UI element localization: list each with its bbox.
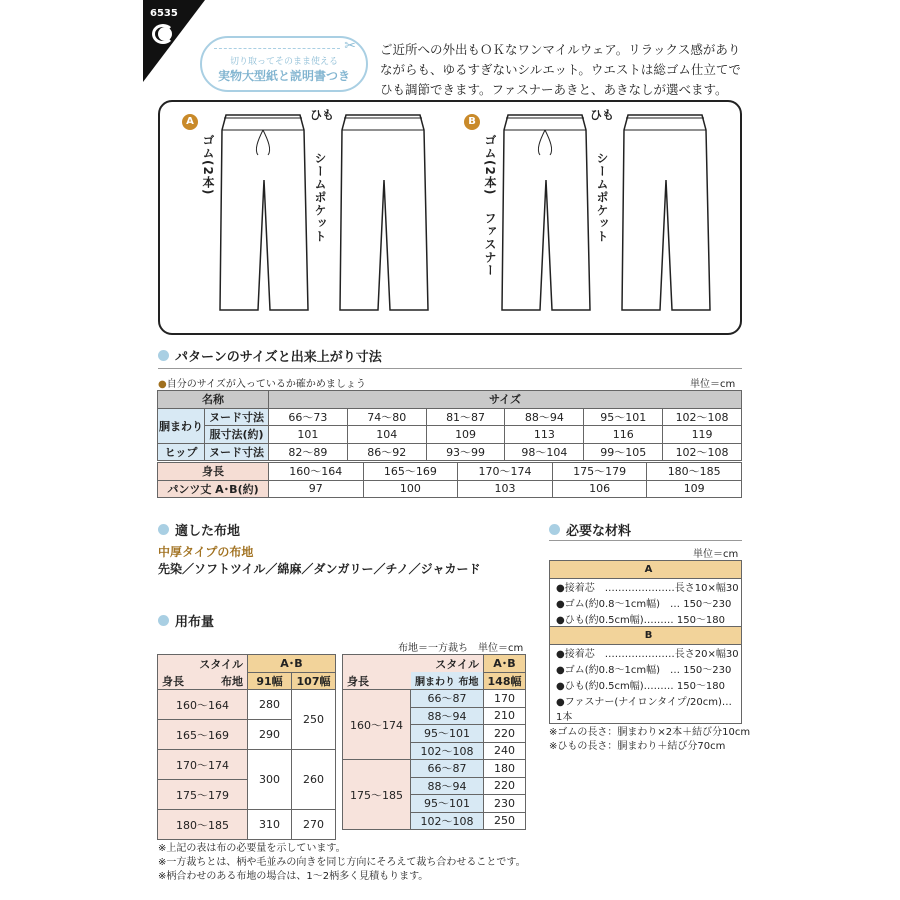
waist-cell: 88〜94 [411, 777, 484, 795]
cell: 260 [292, 750, 336, 810]
pattern-badge [200, 36, 368, 92]
scissors-icon: ✂ [344, 38, 356, 54]
cell: 180〜185 [647, 463, 742, 481]
size-note: ●自分のサイズが入っているか確かめましょう [158, 379, 366, 390]
size-unit: 単位＝cm [690, 379, 736, 390]
fabric-title [158, 520, 240, 539]
cell: 230 [484, 795, 526, 813]
cell: 74〜80 [347, 408, 426, 426]
height-cell: 180〜185 [158, 810, 248, 840]
style-b-marker: B [464, 114, 480, 130]
brand-logo-dot-icon [158, 27, 172, 41]
waist-label: 胴まわり [158, 408, 205, 443]
cell: 250 [484, 812, 526, 830]
cell: 97 [269, 480, 364, 498]
note: ※一方裁ちとは、柄や毛並みの向きを同じ方向にそろえて裁ち合わせることです。 [158, 857, 526, 868]
cell: 113 [505, 426, 584, 444]
waist-cell: 95〜101 [411, 725, 484, 743]
cell: 95〜101 [584, 408, 663, 426]
bullet-icon [158, 615, 169, 626]
height-cell: 165〜169 [158, 720, 248, 750]
waist-cell: 102〜108 [411, 742, 484, 760]
material-item: ●接着芯 …………………長さ10×幅30 [556, 583, 739, 595]
label-himo-a: ひも [310, 108, 335, 122]
bullet-icon [549, 524, 560, 535]
name-header: 名称 [158, 391, 269, 409]
note: ※ひもの長さ：胴まわり＋結び分70cm [549, 741, 726, 752]
cell: 101 [269, 426, 348, 444]
size-title-text: パターンのサイズと出来上がり寸法 [175, 350, 382, 365]
ab-header: A･B [484, 655, 526, 673]
cell: 180 [484, 760, 526, 778]
product-code: 6535 [150, 8, 178, 19]
yardage-title [158, 611, 214, 630]
label-gomu-b: ゴム(2本) [483, 134, 497, 196]
cut-line [214, 48, 340, 49]
bullet-icon [158, 350, 169, 361]
yardage-table-right [342, 654, 526, 830]
pants-illustration [158, 100, 742, 335]
fabric-header: 布地 [221, 674, 243, 688]
size-note-text: 自分のサイズが入っているか確かめましょう [166, 379, 366, 390]
yardage-notes [158, 842, 526, 884]
cell: 280 [248, 690, 292, 720]
cell: 119 [663, 426, 742, 444]
nude-label: ヌード寸法 [205, 408, 269, 426]
divider [549, 540, 742, 541]
material-item: ●ゴム(約0.8〜1cm幅) … 150〜230 [556, 665, 732, 676]
style-header: スタイル [158, 655, 248, 673]
waist-cell: 66〜87 [411, 690, 484, 708]
material-item: ●ひも(約0.5cm幅)……… 150〜180 [556, 681, 726, 692]
yardage-title-text: 用布量 [175, 615, 215, 630]
cell: 170 [484, 690, 526, 708]
length-label: パンツ丈 A･B(約) [158, 480, 269, 498]
size-section-title [158, 346, 382, 365]
fabric-type: 中厚タイプの布地 [158, 545, 254, 559]
label-himo-b: ひも [590, 108, 615, 122]
ab-header: A･B [248, 655, 336, 673]
cell: 86〜92 [347, 443, 426, 461]
style-b-header: B [550, 627, 742, 645]
fabric-title-text: 適した布地 [175, 524, 241, 539]
cell: 165〜169 [363, 463, 458, 481]
height-cell: 160〜164 [158, 690, 248, 720]
cell: 82〜89 [269, 443, 348, 461]
cell: 240 [484, 742, 526, 760]
waist-header: 胴まわり [415, 677, 455, 688]
cell: 250 [292, 690, 336, 750]
cell: 116 [584, 426, 663, 444]
width-148: 148幅 [484, 672, 526, 690]
materials-table [549, 560, 742, 724]
fabric-header: 布地 [458, 677, 479, 688]
materials-unit: 単位＝cm [693, 549, 739, 560]
height-cell: 175〜179 [158, 780, 248, 810]
waist-cell: 102〜108 [411, 812, 484, 830]
cell: 310 [248, 810, 292, 840]
label-gomu-a: ゴム(2本) [201, 134, 215, 196]
materials-notes [549, 726, 750, 754]
height-cell: 175〜185 [343, 760, 411, 830]
waist-cell: 95〜101 [411, 795, 484, 813]
material-item: ●ファスナー(ナイロンタイプ/20cm)… 1本 [556, 696, 732, 723]
cell: 109 [647, 480, 742, 498]
cell: 290 [248, 720, 292, 750]
illustration-box [158, 100, 742, 335]
bullet-icon [158, 524, 169, 535]
cell: 210 [484, 707, 526, 725]
style-a-marker: A [182, 114, 198, 130]
cell: 66〜73 [269, 408, 348, 426]
fabric-list: 先染／ソフトツイル／綿麻／ダンガリー／チノ／ジャカード [158, 562, 481, 576]
label-zipper-b: ファスナー [483, 212, 497, 277]
waist-cell: 88〜94 [411, 707, 484, 725]
garment-label: 服寸法(約) [205, 426, 269, 444]
note: ※柄合わせのある布地の場合は、1〜2柄多く見積もります。 [158, 871, 429, 882]
cell: 160〜164 [269, 463, 364, 481]
material-item: ●ひも(約0.5cm幅)……… 150〜180 [556, 614, 726, 626]
note: ※上記の表は布の必要量を示しています。 [158, 843, 346, 854]
cell: 220 [484, 777, 526, 795]
materials-title-text: 必要な材料 [566, 524, 632, 539]
cell: 102〜108 [663, 408, 742, 426]
length-table [157, 462, 742, 498]
badge-small-text: 切り取ってそのまま使える [229, 57, 338, 67]
cell: 104 [347, 426, 426, 444]
label-pocket-b: シームポケット [595, 152, 609, 243]
badge-large-text: 実物大型紙と説明書つき [217, 69, 350, 83]
cell: 170〜174 [458, 463, 553, 481]
label-pocket-a: シームポケット [313, 152, 327, 243]
yardage-table-left [157, 654, 336, 840]
nude-label: ヌード寸法 [205, 443, 269, 461]
cell: 99〜105 [584, 443, 663, 461]
note: ※ゴムの長さ：胴まわり×2本＋結び分10cm [549, 727, 751, 738]
cell: 300 [248, 750, 292, 810]
cell: 88〜94 [505, 408, 584, 426]
materials-title [549, 520, 631, 539]
material-item: ●接着芯 …………………長さ20×幅30 [556, 649, 739, 661]
height-header: 身長 [343, 672, 411, 690]
style-header: スタイル [343, 655, 484, 673]
style-a-header: A [550, 561, 742, 579]
cell: 102〜108 [663, 443, 742, 461]
waist-cell: 66〜87 [411, 760, 484, 778]
yardage-unit: 布地＝一方裁ち 単位＝cm [398, 643, 524, 654]
cell: 103 [458, 480, 553, 498]
cell: 220 [484, 725, 526, 743]
width-91: 91幅 [248, 672, 292, 690]
intro-text: ご近所への外出もＯＫなワンマイルウェア。リラックス感がありながらも、ゆるすぎないシルエット。ウエストは総ゴム仕立てでひも調節できます。ファスナーあきと、あきなしが選べます。 [380, 42, 741, 97]
divider [158, 368, 742, 369]
height-cell: 170〜174 [158, 750, 248, 780]
height-cell: 160〜174 [343, 690, 411, 760]
cell: 270 [292, 810, 336, 840]
size-header: サイズ [269, 391, 742, 409]
cell: 175〜179 [552, 463, 647, 481]
width-107: 107幅 [292, 672, 336, 690]
cell: 98〜104 [505, 443, 584, 461]
height-header: 身長 [162, 674, 184, 688]
size-table [157, 390, 742, 461]
cell: 109 [426, 426, 505, 444]
hip-label: ヒップ [158, 443, 205, 461]
cell: 93〜99 [426, 443, 505, 461]
cell: 100 [363, 480, 458, 498]
cell: 81〜87 [426, 408, 505, 426]
height-label: 身長 [158, 463, 269, 481]
material-item: ●ゴム(約0.8〜1cm幅) … 150〜230 [556, 599, 732, 610]
cell: 106 [552, 480, 647, 498]
